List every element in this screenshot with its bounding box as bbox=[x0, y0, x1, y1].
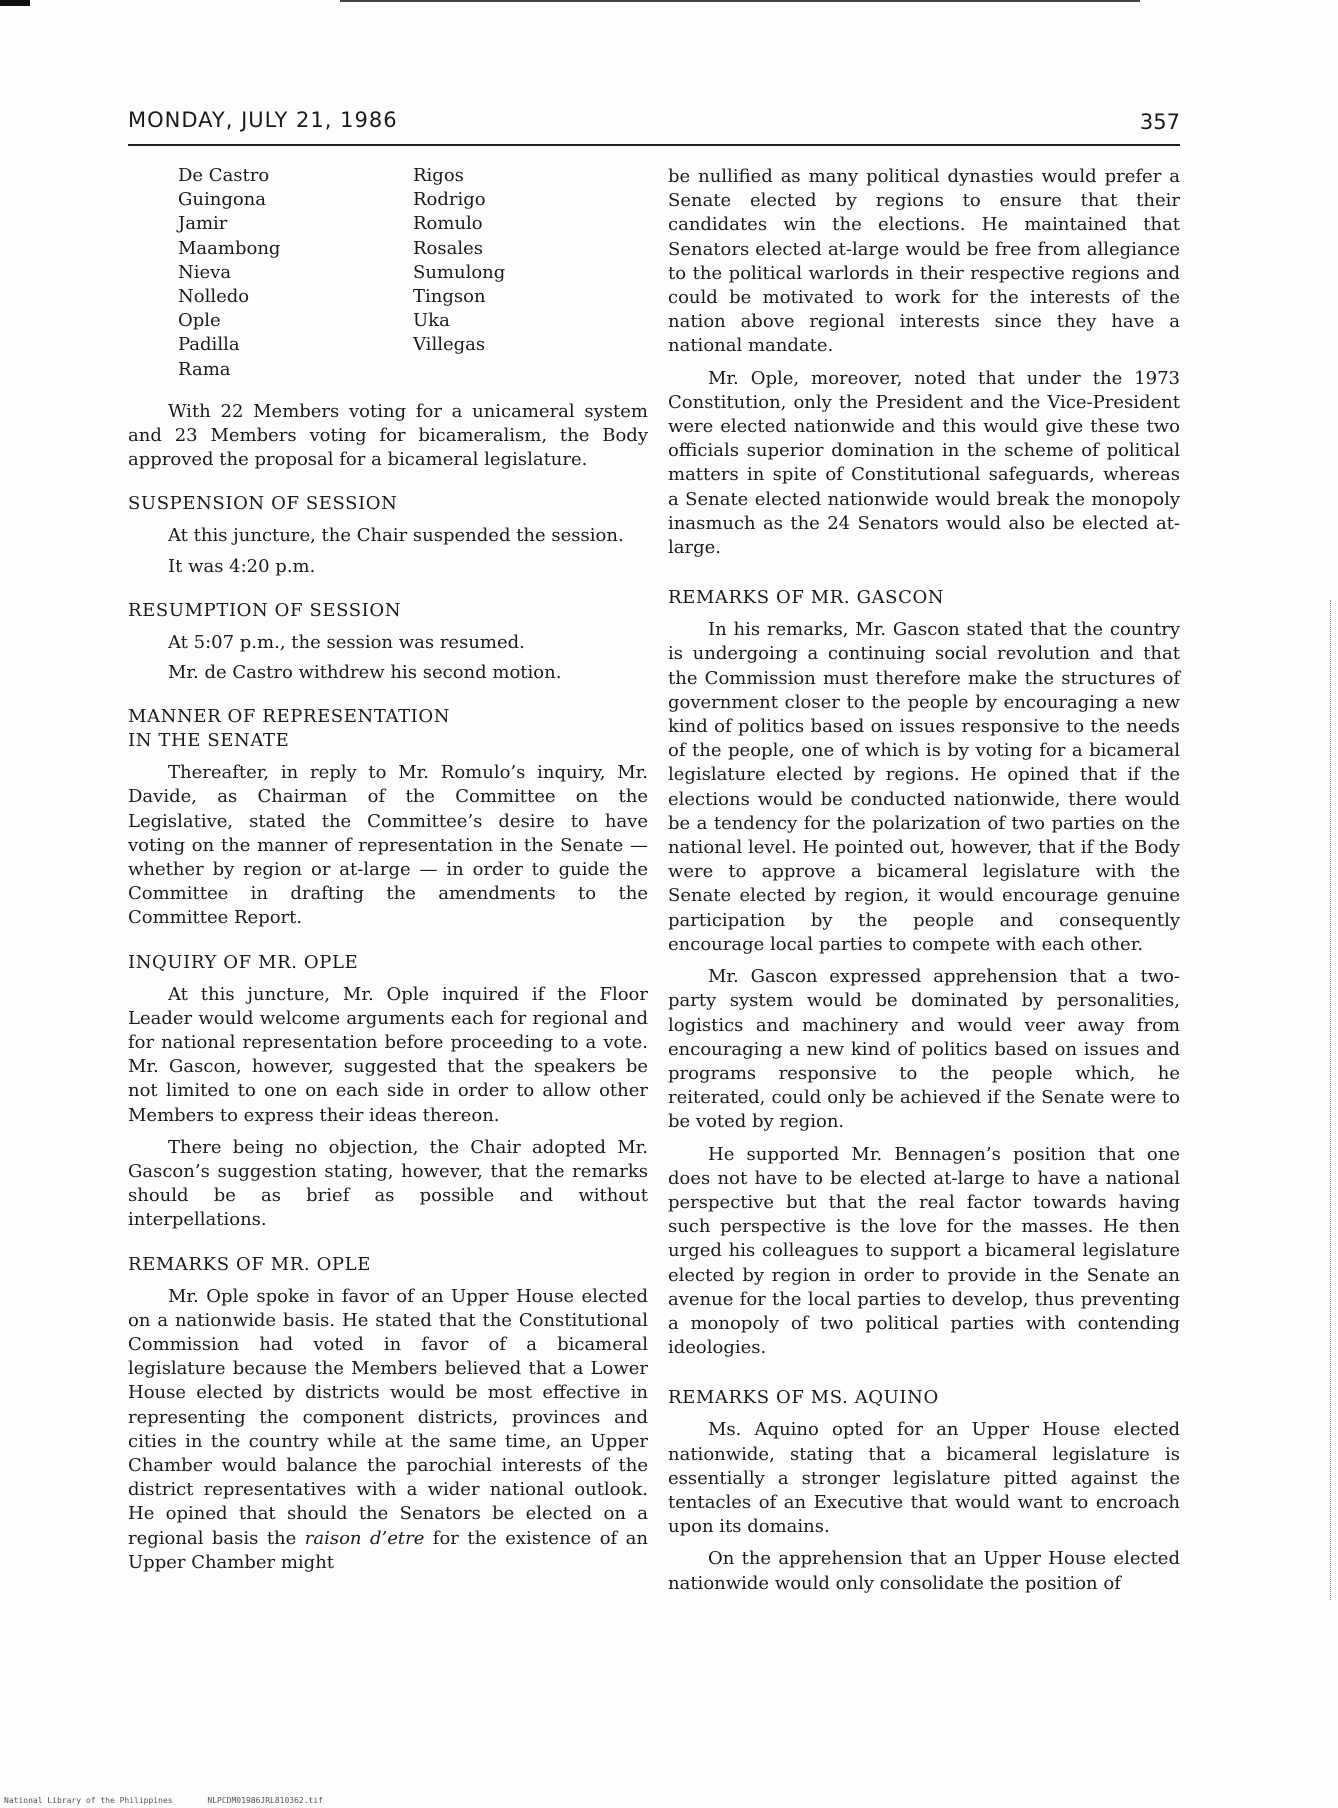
member-names-col1 bbox=[178, 164, 413, 382]
member-name: Ople bbox=[178, 310, 221, 332]
aquino-paragraph-2: On the apprehension that an Upper House elected nationwide would only consolidate the position of bbox=[668, 1548, 1180, 1594]
ople-paragraph bbox=[128, 1285, 648, 1575]
section-heading-manner-line2: IN THE SENATE bbox=[128, 730, 290, 752]
footer-file-id: NLPCDM01986JRL810362.tif bbox=[207, 1796, 323, 1805]
manner-paragraph: Thereafter, in reply to Mr. Romulo’s inquiry, Mr. Davide, as Chairman of the Committee on the Legislative, stated the Committee’s desire to have voting on the manner of representation in the Senate — whether by region or at-large — in order to guide the Committee in drafting the amendments to the Committee Report. bbox=[128, 762, 648, 929]
section-heading-manner bbox=[128, 705, 648, 753]
header-rule bbox=[128, 144, 1180, 146]
aquino-paragraph-1: Ms. Aquino opted for an Upper House elected nationwide, stating that a bicameral legislature is essentially a stronger legislature pitted against the tentacles of an Executive that would want to encroach upon its domains. bbox=[668, 1419, 1180, 1538]
ople-text-end: for the existence of an Upper Chamber might bbox=[128, 1527, 648, 1573]
member-name: Rama bbox=[178, 358, 231, 380]
member-name: Guingona bbox=[178, 189, 267, 211]
member-name: Rigos bbox=[413, 165, 464, 186]
page-number: 357 bbox=[1139, 110, 1180, 134]
section-heading-manner-line1: MANNER OF REPRESENTATION bbox=[128, 706, 451, 728]
section-heading-gascon: REMARKS OF MR. GASCON bbox=[668, 587, 945, 609]
resumption-text: At 5:07 p.m., the session was resumed. bbox=[168, 631, 525, 653]
ople-paragraph-2: Mr. Ople, moreover, noted that under the 1973 Constitution, only the President and the Vice-President were elected nationwide and this would give these two officials superior domination in the scheme of political matters in spite of Constitutional safeguards, whereas a Senate elected nationwide would break the monopoly inasmuch as the 24 Senators would also be elected at-large. bbox=[668, 367, 1180, 559]
section-heading-aquino: REMARKS OF MS. AQUINO bbox=[668, 1387, 939, 1409]
section-heading-resumption: RESUMPTION OF SESSION bbox=[128, 599, 402, 621]
section-heading-ople: REMARKS OF MR. OPLE bbox=[128, 1253, 371, 1275]
member-name: Jamir bbox=[178, 213, 228, 235]
scan-edge-marks bbox=[1330, 600, 1333, 1600]
member-name: Tingson bbox=[413, 285, 486, 307]
section-heading-inquiry: INQUIRY OF MR. OPLE bbox=[128, 951, 359, 973]
member-name: De Castro bbox=[178, 165, 270, 186]
gascon-paragraph-2: Mr. Gascon expressed apprehension that a two-party system would be dominated by personalities, logistics and machinery and would veer away from encouraging a new kind of politics based on issues and programs responsive to the people which, he reiterated, could only be achieved if the Senate were to be voted by region. bbox=[668, 966, 1180, 1133]
gascon-paragraph-3: He supported Mr. Bennagen’s position that one does not have to be elected at-large to have a national perspective but that the real factor towards having such perspective is the love for the masses. He then urged his colleagues to support a bicameral legislature elected by region in order to provide in the Senate an avenue for the local parties to develop, thus preventing a monopoly of two political parties with contending ideologies. bbox=[668, 1143, 1180, 1359]
withdrawal-text: Mr. de Castro withdrew his second motion. bbox=[168, 661, 562, 683]
member-name: Romulo bbox=[413, 213, 483, 235]
suspension-time: It was 4:20 p.m. bbox=[168, 555, 316, 577]
scan-corner-mark bbox=[0, 0, 30, 6]
member-name: Nolledo bbox=[178, 285, 250, 307]
member-name-list bbox=[178, 164, 648, 382]
member-name: Sumulong bbox=[413, 261, 506, 283]
page-header bbox=[128, 108, 1180, 146]
section-heading-suspension: SUSPENSION OF SESSION bbox=[128, 493, 398, 515]
scan-top-edge bbox=[340, 0, 1140, 2]
gascon-paragraph-1: In his remarks, Mr. Gascon stated that the country is undergoing a continuing social revolution and that the Commission must therefore make the structures of government closer to the people by encouraging a new kind of politics based on issues responsive to the needs of the people, one of which is by voting for a bicameral legislature elected by regions. He opined that if the elections would be conducted nationwide, there would be a tendency for the polarization of two parties on the national level. He pointed out, however, that if the Body were to approve a bicameral legislature with the Senate elected by region, it would encourage genuine participation by the people and consequently encourage local parties to compete with each other. bbox=[668, 619, 1180, 955]
ople-text-italic: raison d’etre bbox=[304, 1527, 425, 1549]
member-name: Nieva bbox=[178, 261, 232, 283]
member-name: Rosales bbox=[413, 237, 484, 259]
member-name: Villegas bbox=[413, 334, 486, 356]
right-column bbox=[668, 165, 1180, 1604]
vote-result-paragraph: With 22 Members voting for a unicameral system and 23 Members voting for bicameralism, the Body approved the proposal for a bicameral legislature. bbox=[128, 400, 648, 471]
suspension-text: At this juncture, the Chair suspended the session. bbox=[168, 525, 624, 547]
member-name: Rodrigo bbox=[413, 189, 486, 211]
member-names-col2 bbox=[413, 164, 648, 382]
inquiry-paragraph-2: There being no objection, the Chair adopted Mr. Gascon’s suggestion stating, however, that the remarks should be as brief as possible and without interpellations. bbox=[128, 1136, 648, 1231]
header-date: MONDAY, JULY 21, 1986 bbox=[128, 108, 398, 132]
footer-library: National Library of the Philippines bbox=[4, 1796, 173, 1805]
scan-footer bbox=[4, 1796, 353, 1805]
ople-text-start: Mr. Ople spoke in favor of an Upper House elected on a nationwide basis. He stated that the Constitutional Commission had voted in favor of a bicameral legislature because the Members believed that a Lower House elected by districts would be most effective in representing the component districts, provinces and cities in the country while at the same time, an Upper Chamber would balance the parochial interests of the district representatives with a wider national outlook. He opined that should the Senators be elected on a regional basis the bbox=[128, 1285, 648, 1549]
member-name: Uka bbox=[413, 310, 450, 332]
member-name: Padilla bbox=[178, 334, 240, 356]
member-name: Maambong bbox=[178, 237, 281, 259]
inquiry-paragraph-1: At this juncture, Mr. Ople inquired if the Floor Leader would welcome arguments each for regional and for national representation before proceeding to a vote. Mr. Gascon, however, suggested that the speakers be not limited to one on each side in order to allow other Members to express their ideas thereon. bbox=[128, 983, 648, 1126]
left-column bbox=[128, 164, 648, 1583]
continued-paragraph: be nullified as many political dynasties would prefer a Senate elected by regions to ensure that their candidates win the elections. He maintained that Senators elected at-large would be free from allegiance to the political warlords in their respective regions and could be motivated to work for the interests of the nation above regional interests since they have a national mandate. bbox=[668, 166, 1180, 357]
